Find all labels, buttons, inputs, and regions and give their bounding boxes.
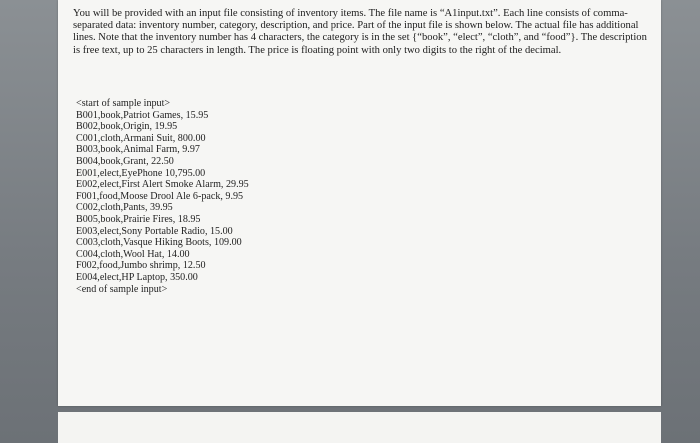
sample-line: B005,book,Prairie Fires, 18.95 [76,213,201,225]
sample-line: C003,cloth,Vasque Hiking Boots, 109.00 [76,237,242,249]
sample-line: F001,food,Moose Drool Ale 6-pack, 9.95 [76,190,244,202]
intro-paragraph [73,8,653,57]
next-page-edge [58,412,661,443]
sample-line: C002,cloth,Pants, 39.95 [76,202,173,214]
sample-start-marker: <start of sample input> [76,98,171,109]
sample-input-block [76,98,476,295]
sample-line: B001,book,Patriot Games, 15.95 [76,109,209,121]
sample-line: E003,elect,Sony Portable Radio, 15.00 [76,225,233,237]
sample-line: B003,book,Animal Farm, 9.97 [76,144,200,156]
sample-end-marker: <end of sample input> [76,283,168,295]
sample-line: E004,elect,HP Laptop, 350.00 [76,271,198,283]
sample-line: C004,cloth,Wool Hat, 14.00 [76,248,190,260]
sample-line: E002,elect,First Alert Smoke Alarm, 29.95 [76,179,249,191]
intro-text: You will be provided with an input file consisting of inventory items. The file name is “A1input.txt”. Each line consists of comma-separated data: inventory number, category, description, and price. Part of the input file is shown below. The actual file has additional lines. Note that the inventory number has 4 characters, the category is in the set {“book”, “elect”, “cloth”, and “food”}. The description is free text, up to 25 characters in length. The price is floating point with only two digits to the right of the decimal. [73,8,647,56]
sample-line: E001,elect,EyePhone 10,795.00 [76,167,206,179]
sample-line: B002,book,Origin, 19.95 [76,121,178,133]
sample-line: F002,food,Jumbo shrimp, 12.50 [76,260,206,272]
sample-line: C001,cloth,Armani Suit, 800.00 [76,132,206,144]
sample-line: B004,book,Grant, 22.50 [76,155,174,167]
